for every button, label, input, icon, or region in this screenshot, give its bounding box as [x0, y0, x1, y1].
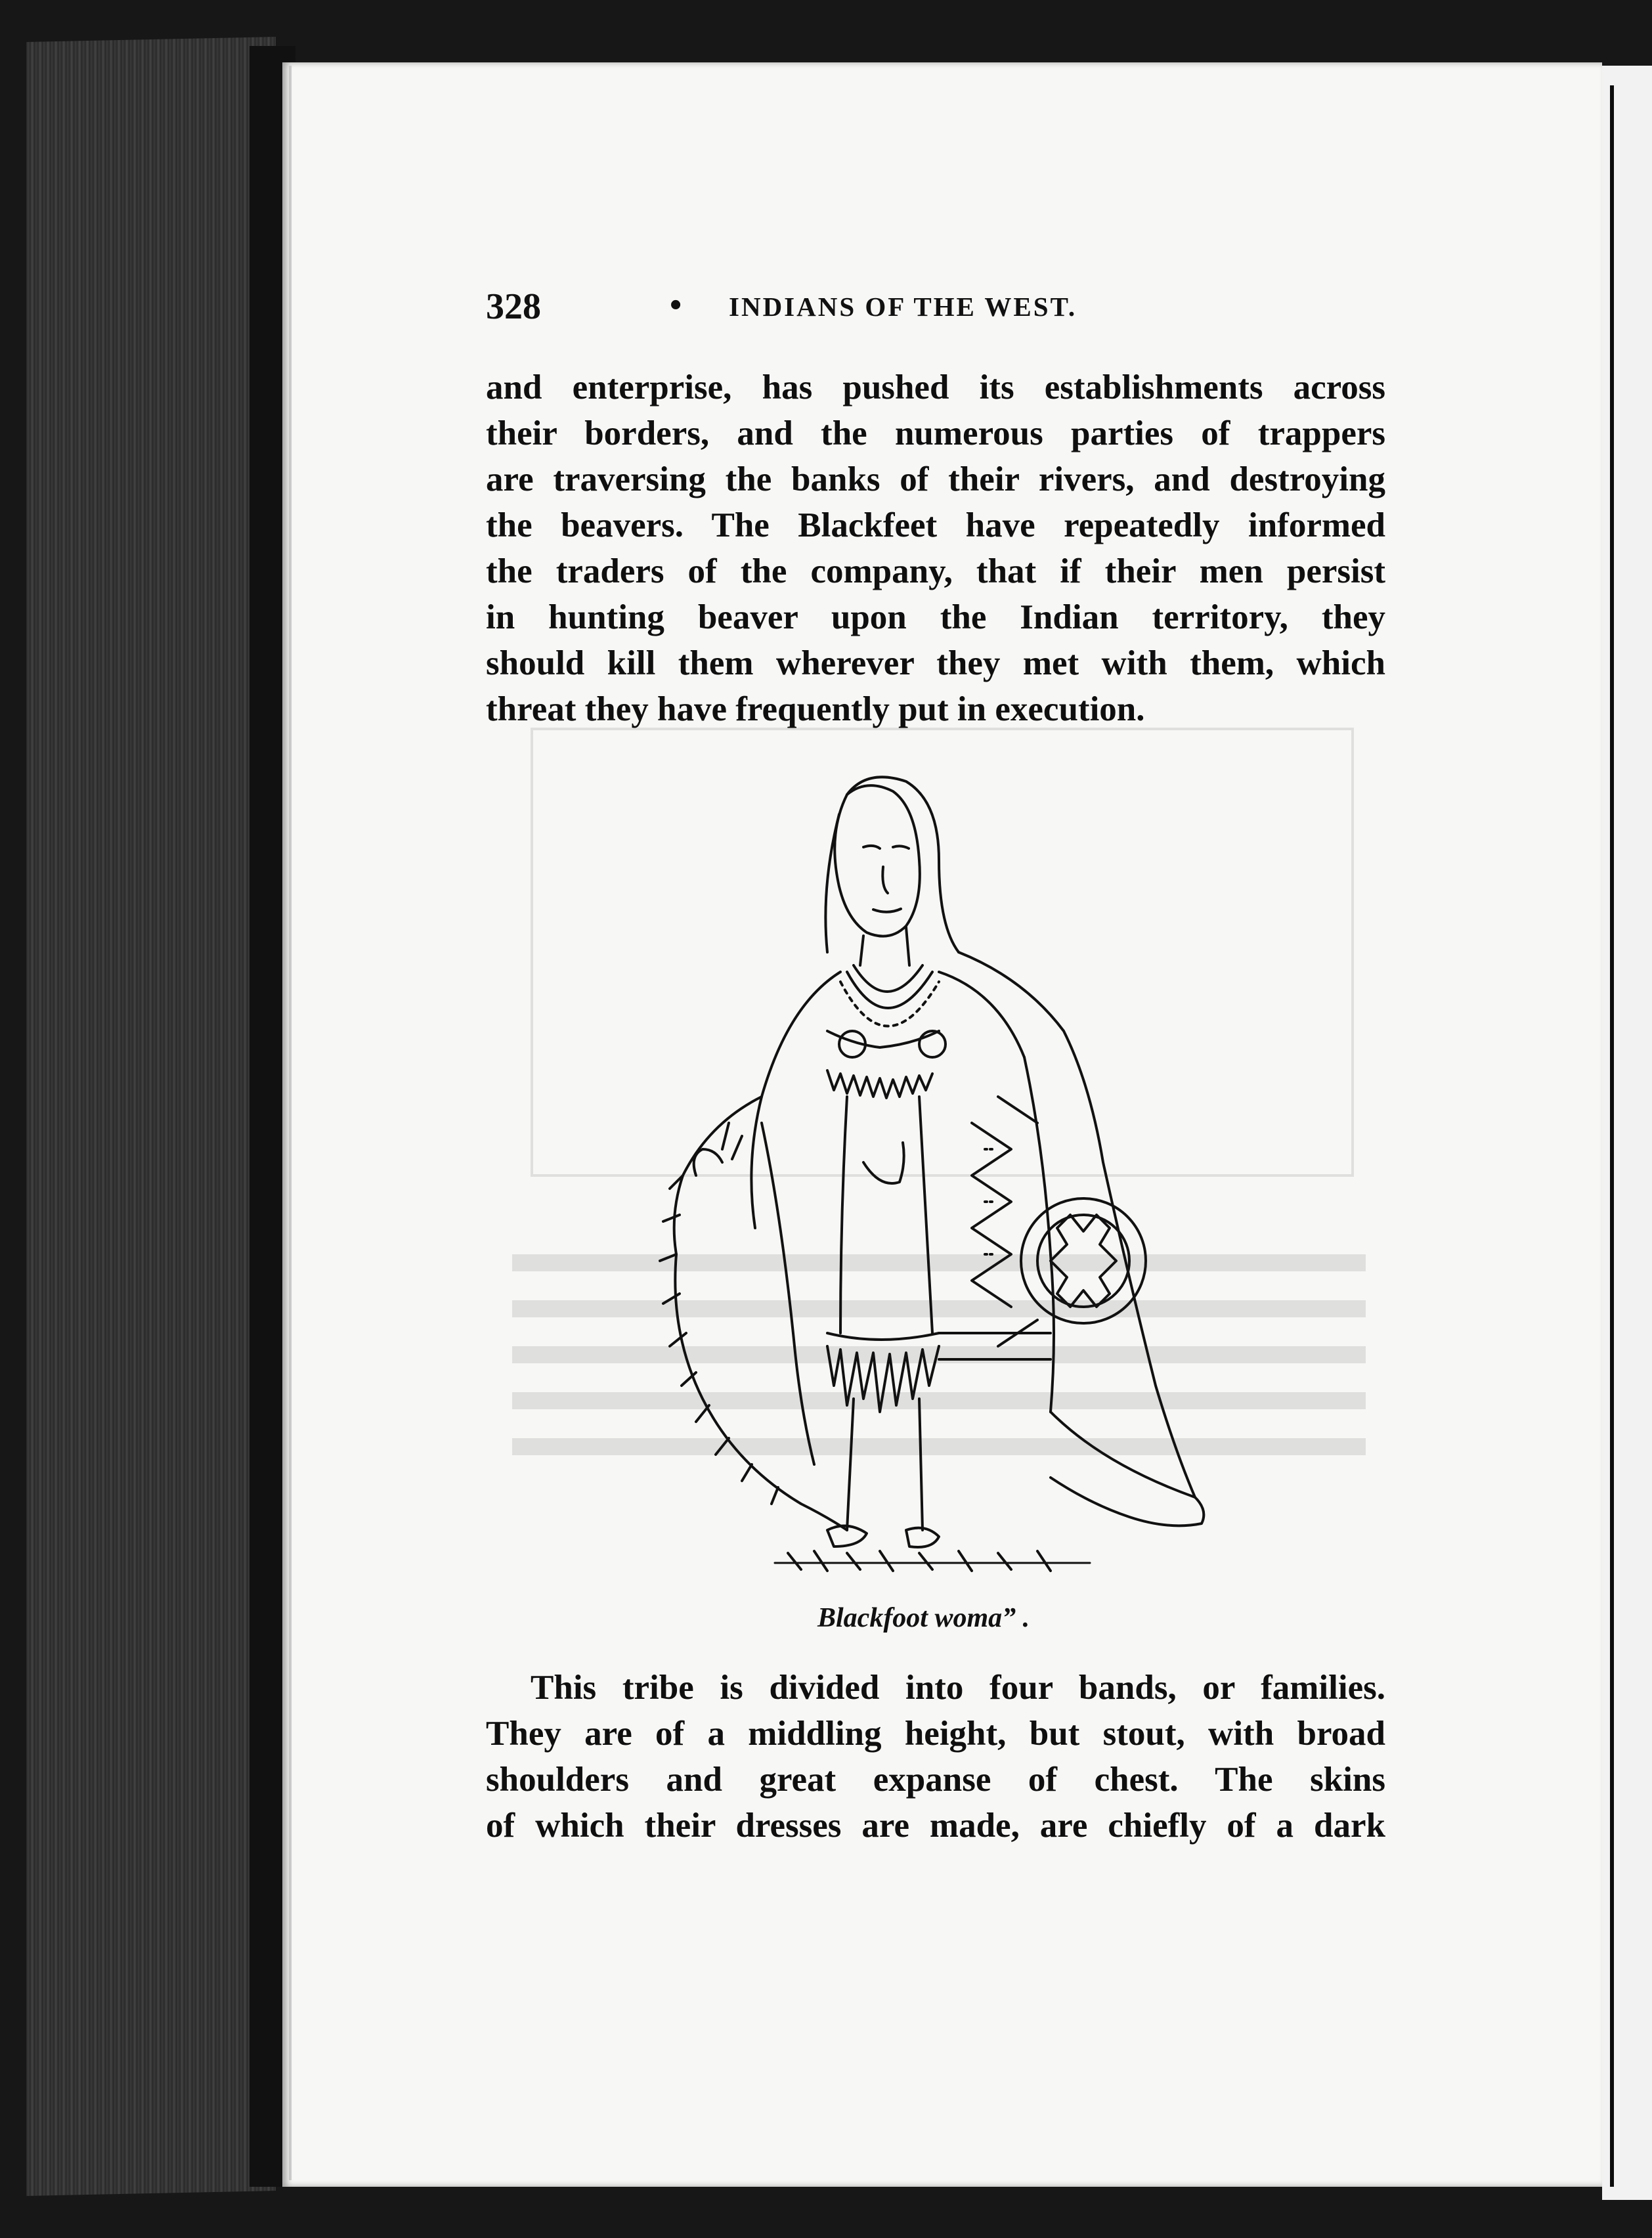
illustration-caption: Blackfoot woma” . [817, 1603, 1030, 1633]
figure-head [825, 777, 959, 952]
woodcut-illustration [630, 755, 1248, 1596]
book-fore-edge [26, 37, 276, 2196]
paragraph-top [486, 364, 1385, 732]
text-line: are traversing the banks of their rivers, and destroying [486, 460, 1385, 498]
ground [775, 1526, 1090, 1571]
text-line: the traders of the company, that if their men persist [486, 552, 1385, 590]
necklaces [840, 927, 939, 1026]
paragraph-bottom [486, 1665, 1385, 1849]
page-inner-edge [289, 66, 292, 2180]
running-head: INDIANS OF THE WEST. [729, 292, 1077, 322]
text-line: This tribe is divided into four bands, or families. [531, 1669, 1385, 1707]
decorated-robe [939, 952, 1204, 1525]
text-line: They are of a middling height, but stout, with broad [486, 1715, 1385, 1753]
dress [751, 972, 1024, 1530]
text-line: of which their dresses are made, are chiefly of a dark [486, 1807, 1385, 1845]
text-line: and enterprise, has pushed its establishments across [486, 368, 1385, 406]
text-line: shoulders and great expanse of chest. The skins [486, 1761, 1385, 1799]
text-line: threat they have frequently put in execution. [486, 690, 1145, 728]
fur-robe [660, 1097, 847, 1530]
facing-page-border [1610, 85, 1614, 2187]
text-line: should kill them wherever they met with them, which [486, 644, 1385, 682]
text-line: their borders, and the numerous parties of trappers [486, 414, 1385, 452]
page-header [486, 286, 1385, 332]
text-line: in hunting beaver upon the Indian territory, they [486, 598, 1385, 636]
text-line: the beavers. The Blackfeet have repeatedly informed [486, 506, 1385, 544]
page-number: 328 [486, 286, 541, 327]
header-bullet: • [670, 286, 682, 324]
